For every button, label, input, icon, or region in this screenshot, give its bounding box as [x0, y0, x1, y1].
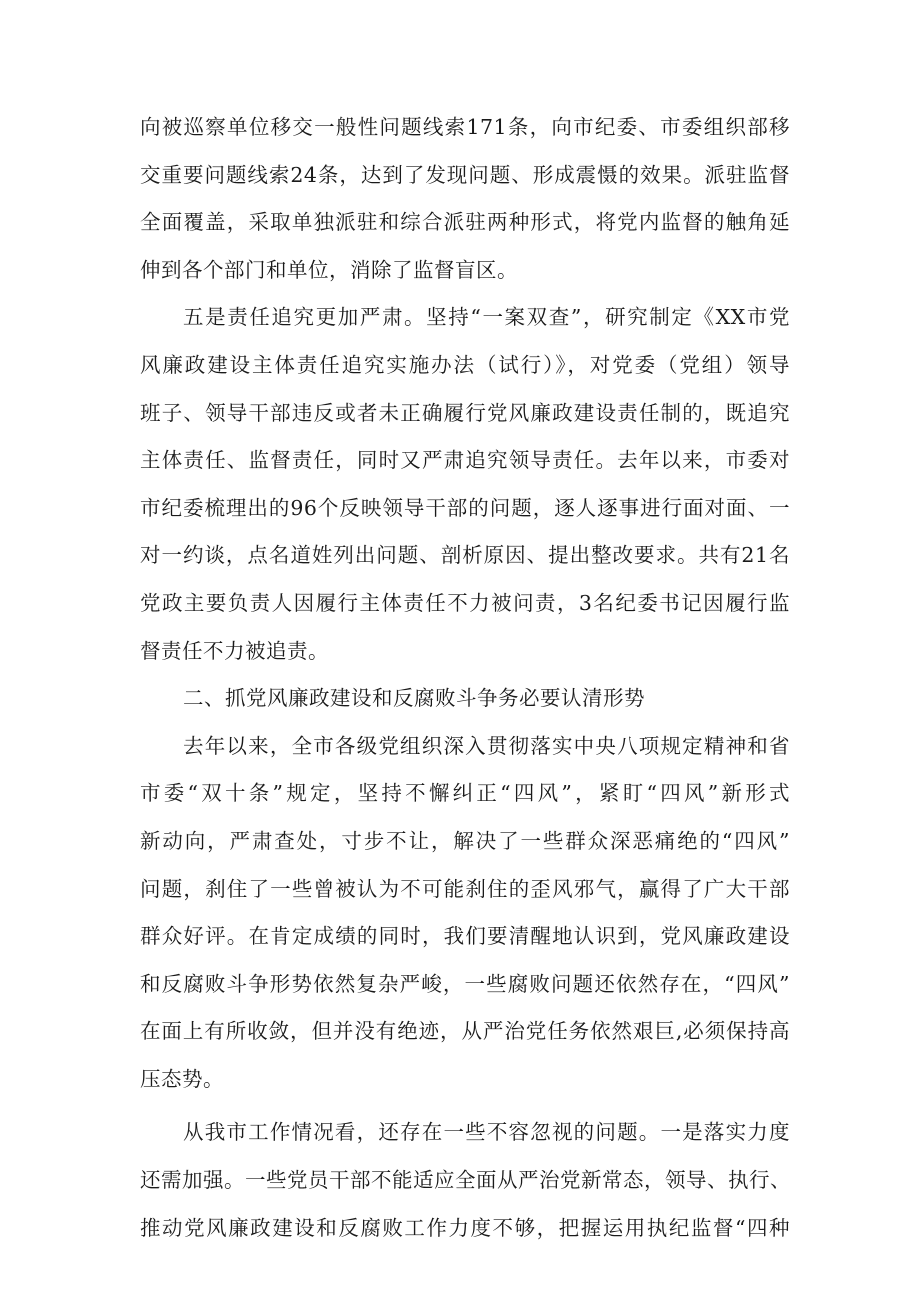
text-line: 交重要问题线索24条，达到了发现问题、形成震慑的效果。派驻监督	[140, 162, 790, 187]
document-page	[140, 104, 790, 1252]
text-line: 新动向，严肃查处，寸步不让，解决了一些群众深恶痛绝的“四风”	[140, 828, 790, 853]
paragraph-situation	[140, 723, 790, 1104]
paragraph-clue-transfer	[140, 104, 790, 294]
paragraph-accountability	[140, 294, 790, 675]
text-line: 全面覆盖，采取单独派驻和综合派驻两种形式，将党内监督的触角延	[140, 210, 790, 235]
text-line: 督责任不力被追责。	[140, 638, 329, 663]
text-line: 在面上有所收敛，但并没有绝迹，从严治党任务依然艰巨,必须保持高	[140, 1019, 790, 1044]
text-line: 和反腐败斗争形势依然复杂严峻，一些腐败问题还依然存在，“四风”	[140, 971, 790, 996]
section-heading-text: 二、抓党风廉政建设和反腐败斗争务必要认清形势	[183, 686, 645, 711]
section-heading	[140, 675, 790, 723]
text-line: 去年以来，全市各级党组织深入贯彻落实中央八项规定精神和省	[183, 733, 790, 758]
text-line: 群众好评。在肯定成绩的同时，我们要清醒地认识到，党风廉政建设	[140, 924, 790, 949]
text-line: 从我市工作情况看，还存在一些不容忽视的问题。一是落实力度	[183, 1120, 790, 1145]
text-line: 风廉政建设主体责任追究实施办法（试行）》，对党委（党组）领导	[140, 352, 790, 377]
text-line: 班子、领导干部违反或者未正确履行党风廉政建设责任制的，既追究	[140, 400, 790, 425]
text-line: 市纪委梳理出的96个反映领导干部的问题，逐人逐事进行面对面、一	[140, 495, 790, 520]
text-line: 推动党风廉政建设和反腐败工作力度不够，把握运用执纪监督“四种	[140, 1215, 790, 1240]
text-line: 对一约谈，点名道姓列出问题、剖析原因、提出整改要求。共有21名	[140, 543, 790, 568]
text-line: 伸到各个部门和单位，消除了监督盲区。	[140, 257, 518, 282]
text-line: 向被巡察单位移交一般性问题线索171条，向市纪委、市委组织部移	[140, 115, 790, 139]
text-line: 问题，刹住了一些曾被认为不可能刹住的歪风邪气，赢得了广大干部	[140, 876, 790, 901]
text-line: 压态势。	[140, 1066, 224, 1091]
text-line: 市委“双十条”规定，坚持不懈纠正“四风”，紧盯“四风”新形式	[140, 781, 790, 806]
text-line: 党政主要负责人因履行主体责任不力被问责，3名纪委书记因履行监	[140, 590, 790, 615]
text-line: 还需加强。一些党员干部不能适应全面从严治党新常态，领导、执行、	[140, 1168, 791, 1193]
paragraph-problems	[140, 1109, 790, 1252]
text-line: 主体责任、监督责任，同时又严肃追究领导责任。去年以来，市委对	[140, 448, 790, 473]
text-line: 五是责任追究更加严肃。坚持“一案双查”，研究制定《XX市党	[183, 305, 790, 330]
